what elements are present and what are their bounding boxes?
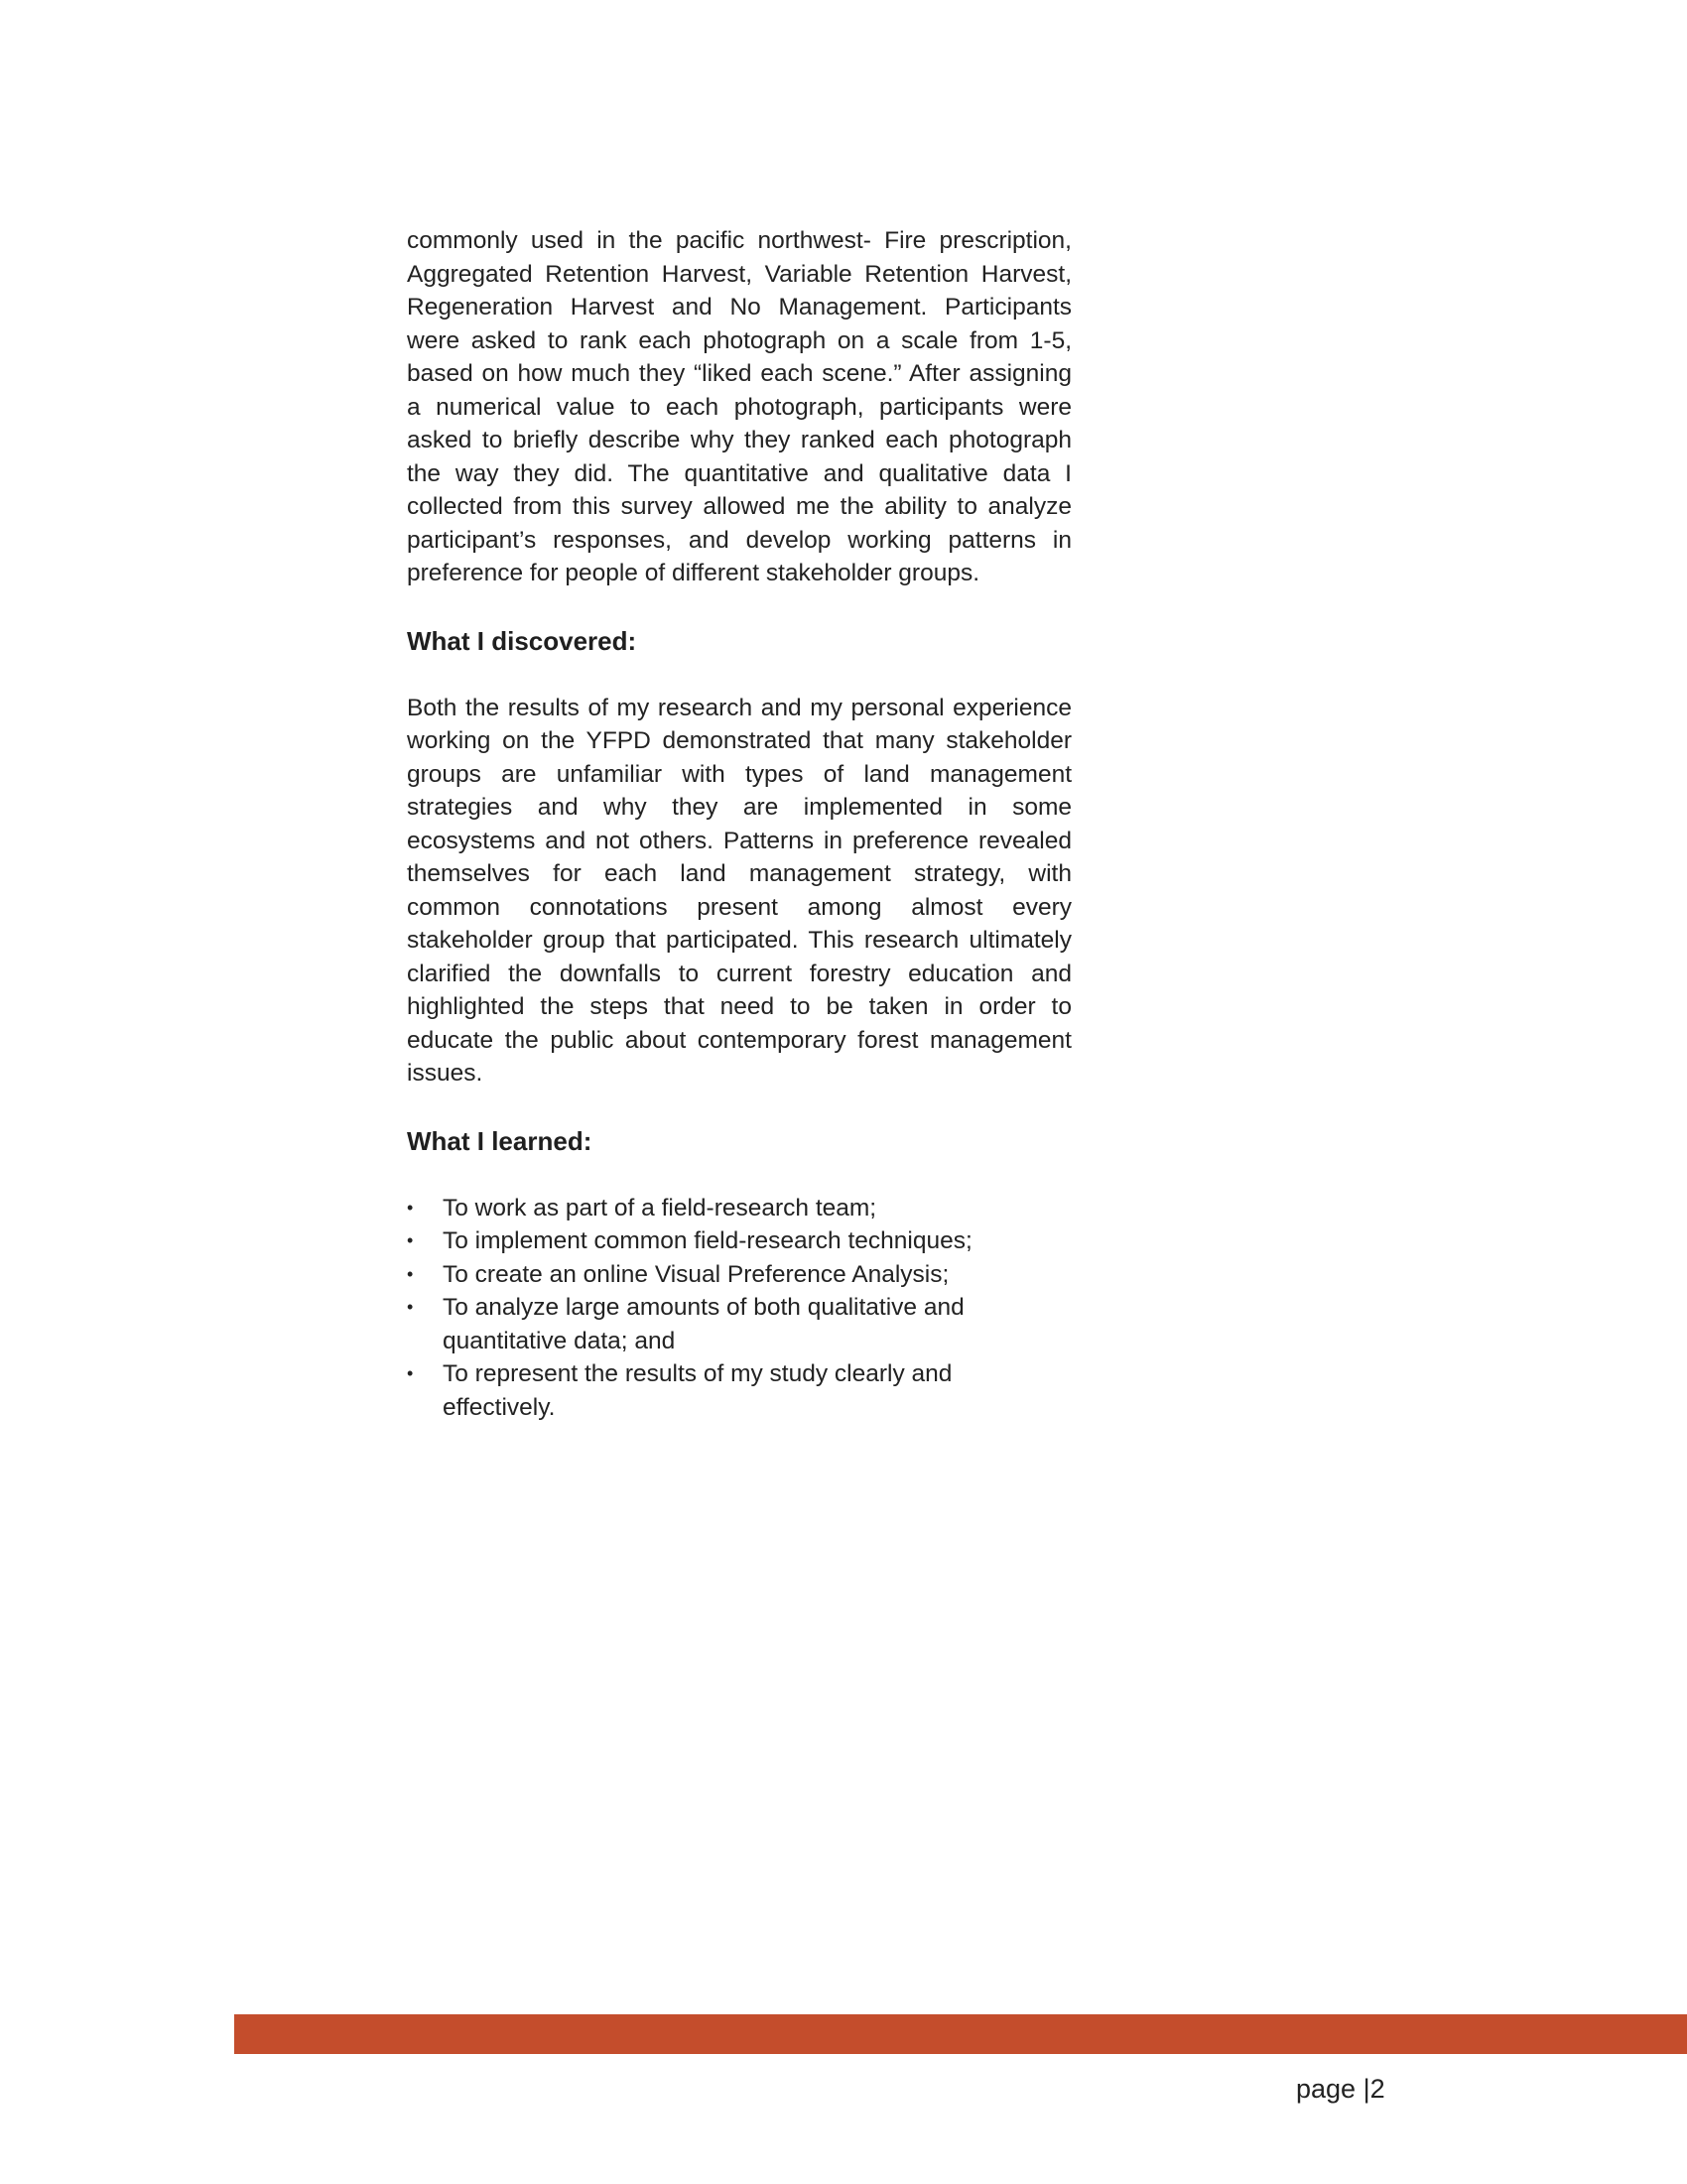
list-item [407,1258,1022,1292]
list-item-text: To work as part of a field-research team; [443,1194,877,1221]
page-number: page |2 [1296,2074,1385,2104]
learned-heading: What I learned: [407,1125,592,1156]
list-item [407,1224,1022,1258]
bullet-icon: • [407,1197,414,1218]
intro-paragraph: commonly used in the pacific northwest- Fire prescription, Aggregated Retention Harvest, Variable Retention Harvest, Regeneration Harvest and No Management. Participants were asked to rank each photograph on a scale from 1-5, based on how much they “liked each scene.” After assigning a numerical value to each photograph, participants were asked to briefly describe why they ranked each photograph the way they did. The quantitative and qualitative data I collected from this survey allowed me the ability to analyze participant’s responses, and develop working patterns in preference for people of different stakeholder groups. [407,227,1072,586]
bullet-icon: • [407,1230,414,1250]
discovered-heading: What I discovered: [407,625,637,656]
document-body [407,224,1072,1424]
footer-accent-bar [234,2014,1687,2054]
bullet-icon: • [407,1363,414,1383]
list-item-text: To represent the results of my study clearly and effectively. [443,1360,953,1421]
discovered-paragraph: Both the results of my research and my personal experience working on the YFPD demonstrated that many stakeholder groups are unfamiliar with types of land management strategies and why they are implemented in some ecosystems and not others. Patterns in preference revealed themselves for each land management strategy, with common connotations present among almost every stakeholder group that participated. This research ultimately clarified the downfalls to current forestry education and highlighted the steps that need to be taken in order to educate the public about contemporary forest management issues. [407,694,1072,1087]
list-item-text: To implement common field-research techniques; [443,1227,973,1254]
list-item-text: To create an online Visual Preference Analysis; [443,1260,950,1288]
list-item-text: To analyze large amounts of both qualitative and quantitative data; and [443,1294,965,1354]
list-item [407,1192,1022,1225]
bullet-icon: • [407,1297,414,1317]
learned-list [407,1192,1022,1425]
list-item [407,1357,1022,1424]
bullet-icon: • [407,1263,414,1284]
list-item [407,1291,1022,1357]
